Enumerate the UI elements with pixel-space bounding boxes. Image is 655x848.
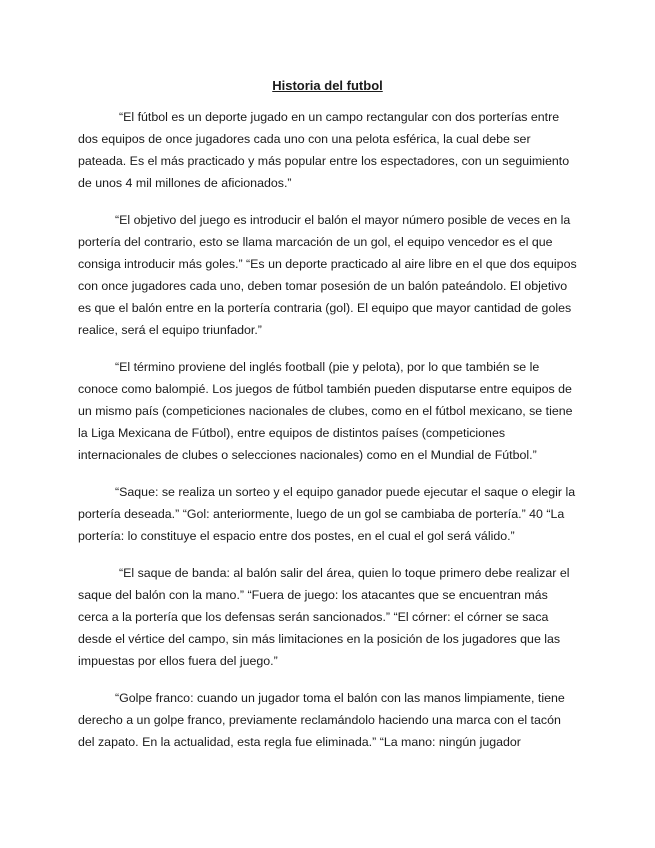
- document-body: [78, 106, 578, 768]
- paragraph-rules-free-kick: “Golpe franco: cuando un jugador toma el balón con las manos limpiamente, tiene derecho a un golpe franco, previamente reclamándolo haciendo una marca con el tacón del zapato. En la actualidad, esta regla fue eliminada.” “La mano: ningún jugador: [78, 691, 565, 749]
- paragraph-objective: “El objetivo del juego es introducir el balón el mayor número posible de veces en la portería del contrario, esto se llama marcación de un gol, el equipo vencedor es el que consiga introducir más goles.” “Es un deporte practicado al aire libre en el que dos equipos con once jugadores cada uno, deben tomar posesión de un balón pateándolo. El objetivo es que el balón entre en la portería contraria (gol). El equipo que mayor cantidad de goles realice, será el equipo triunfador.”: [78, 213, 577, 337]
- page-title: Historia del futbol: [272, 78, 383, 93]
- paragraph-definition: “El fútbol es un deporte jugado en un campo rectangular con dos porterías entre dos equipos de once jugadores cada uno con una pelota esférica, la cual debe ser pateada. Es el más practicado y más popular entre los espectadores, con un seguimiento de unos 4 mil millones de aficionados.”: [78, 110, 570, 190]
- paragraph-term-origin: “El término proviene del inglés football (pie y pelota), por lo que también se le conoce como balompié. Los juegos de fútbol también pueden disputarse entre equipos de un mismo país (competiciones nacionales de clubes, como en el fútbol mexicano, se tiene la Liga Mexicana de Fútbol), entre equipos de distintos países (competiciones internacionales de clubes o selecciones nacionales) como en el Mundial de Fútbol.”: [78, 360, 573, 462]
- paragraph-rules-kickoff: “Saque: se realiza un sorteo y el equipo ganador puede ejecutar el saque o elegir la portería deseada.” “Gol: anteriormente, luego de un gol se cambiaba de portería.” 40 “La portería: lo constituye el espacio entre dos postes, en el cual el gol será válido.”: [78, 485, 576, 543]
- paragraph-rules-throw-in: “El saque de banda: al balón salir del área, quien lo toque primero debe realizar el saque del balón con la mano.” “Fuera de juego: los atacantes que se encuentran más cerca a la portería que los defensas serán sancionados.” “El córner: el córner se saca desde el vértice del campo, sin más limitaciones en la posición de los jugadores que las impuestas por ellos fuera del juego.”: [78, 566, 570, 668]
